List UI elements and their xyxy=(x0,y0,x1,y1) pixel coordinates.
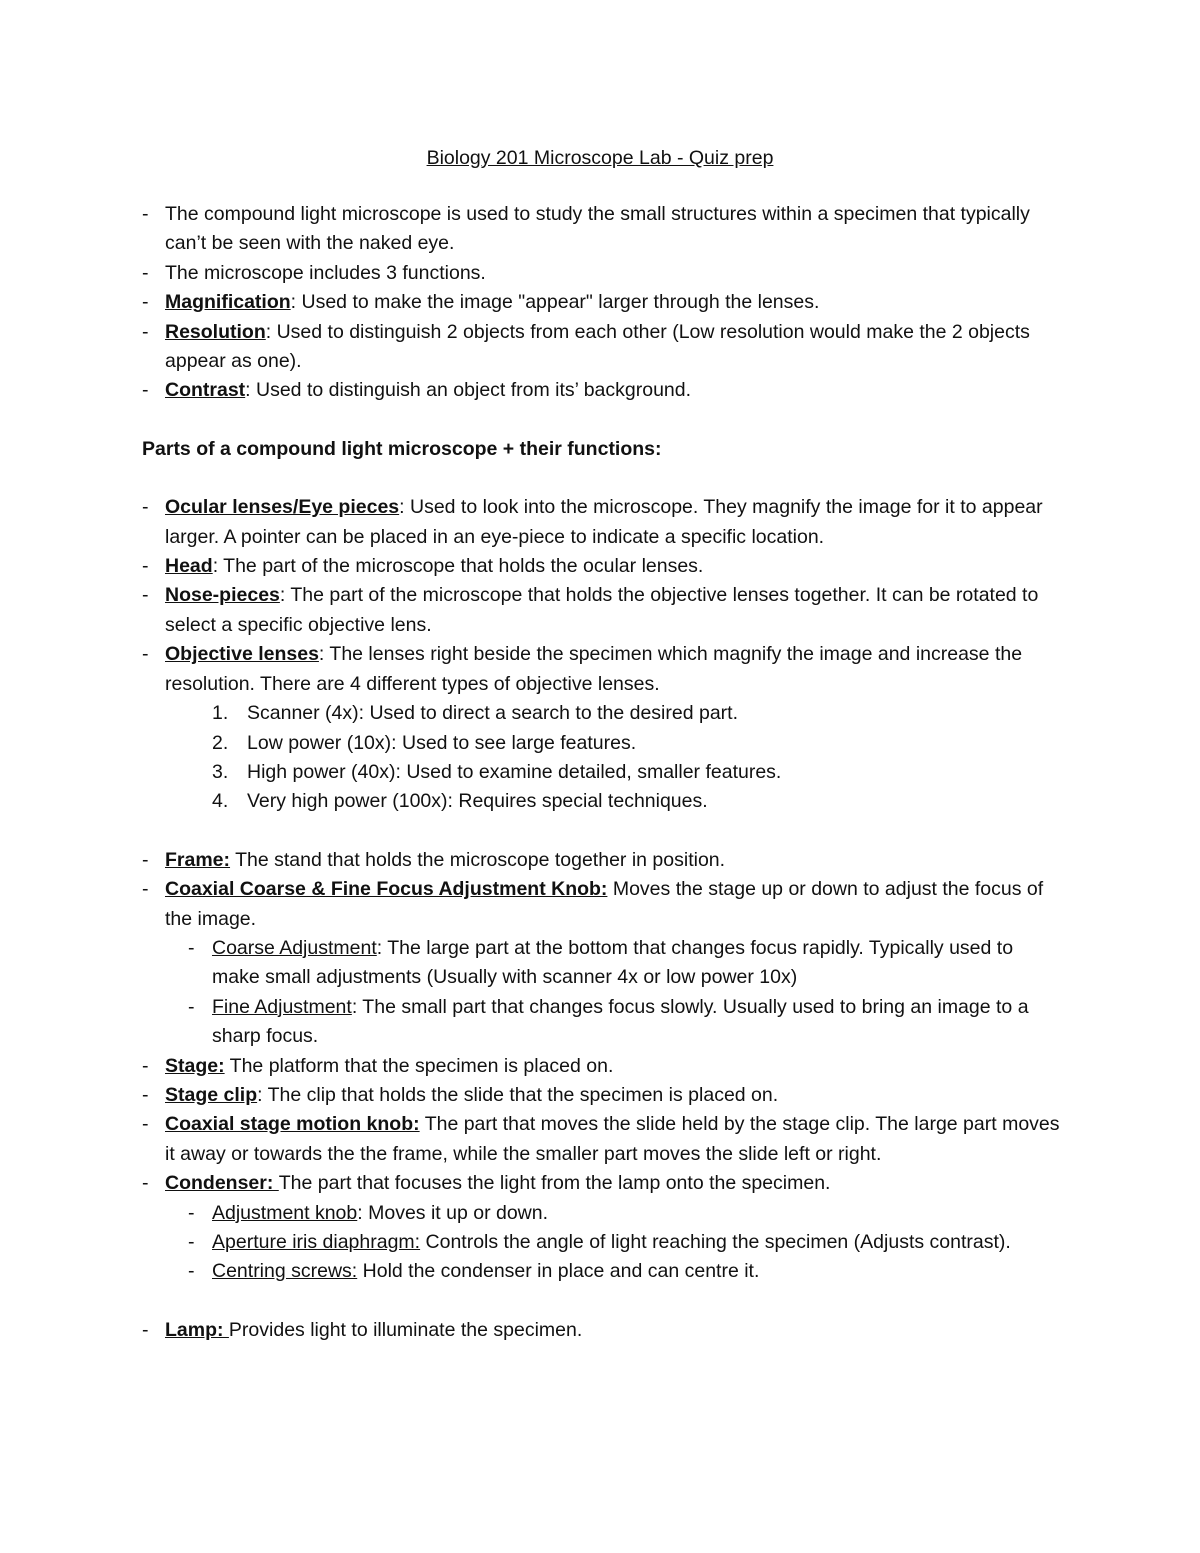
list-item: - The compound light microscope is used to study the small structures within a specimen that typically can’t be seen with the naked eye. xyxy=(142,200,1062,259)
term: Ocular lenses/Eye pieces xyxy=(165,496,400,519)
sub-list-item: - Adjustment knob: Moves it up or down. xyxy=(142,1199,1062,1228)
list-item: - Magnification: Used to make the image "appear" larger through the lenses. xyxy=(142,288,1062,317)
term: Condenser: xyxy=(165,1172,279,1195)
term: Frame: xyxy=(165,848,231,871)
term: Stage clip xyxy=(165,1083,258,1106)
list-item: - Stage: The platform that the specimen is placed on. xyxy=(142,1052,1062,1081)
parts-list xyxy=(142,493,1062,1345)
list-item: - The microscope includes 3 functions. xyxy=(142,259,1062,288)
intro-list xyxy=(142,200,1062,406)
list-item: - Lamp: Provides light to illuminate the specimen. xyxy=(142,1316,1062,1345)
term: Centring screws: xyxy=(212,1260,358,1283)
term: Resolution xyxy=(165,320,266,343)
term: Coaxial stage motion knob: xyxy=(165,1113,420,1136)
spacer xyxy=(142,1287,1062,1316)
term: Stage: xyxy=(165,1054,225,1077)
document-body xyxy=(142,200,1062,1345)
term: Nose-pieces xyxy=(165,584,280,607)
term: Coarse Adjustment xyxy=(212,936,377,959)
list-item: - Objective lenses: The lenses right beside the specimen which magnify the image and increase the resolution. There are 4 different types of objective lenses. xyxy=(142,640,1062,699)
list-item: - Head: The part of the microscope that holds the ocular lenses. xyxy=(142,552,1062,581)
term: Coaxial Coarse & Fine Focus Adjustment Knob: xyxy=(165,878,608,901)
term: Fine Adjustment xyxy=(212,995,352,1018)
numbered-item: 2. Low power (10x): Used to see large features. xyxy=(212,731,637,754)
numbered-item: 3. High power (40x): Used to examine detailed, smaller features. xyxy=(212,760,782,783)
term: Lamp: xyxy=(165,1318,229,1341)
list-item: - Stage clip: The clip that holds the slide that the specimen is placed on. xyxy=(142,1081,1062,1110)
numbered-item: 4. Very high power (100x): Requires special techniques. xyxy=(212,790,708,813)
term: Contrast xyxy=(165,379,246,402)
list-item: - Coaxial stage motion knob: The part that moves the slide held by the stage clip. The large part moves it away or towards the the frame, while the smaller part moves the slide left or right. xyxy=(142,1110,1062,1169)
list-item: - Resolution: Used to distinguish 2 objects from each other (Low resolution would make the 2 objects appear as one). xyxy=(142,318,1062,377)
page-title: Biology 201 Microscope Lab - Quiz prep xyxy=(426,147,774,169)
term: Objective lenses xyxy=(165,643,319,666)
list-item: - Coaxial Coarse & Fine Focus Adjustment Knob: Moves the stage up or down to adjust the focus of the image. xyxy=(142,875,1062,934)
spacer xyxy=(142,817,1062,846)
sub-list-item: - Fine Adjustment: The small part that changes focus slowly. Usually used to bring an image to a sharp focus. xyxy=(142,993,1062,1052)
list-item: - Ocular lenses/Eye pieces: Used to look into the microscope. They magnify the image for it to appear larger. A pointer can be placed in an eye-piece to indicate a specific location. xyxy=(142,493,1062,552)
sub-list-item: - Centring screws: Hold the condenser in place and can centre it. xyxy=(142,1257,1062,1286)
sub-list-item: - Coarse Adjustment: The large part at the bottom that changes focus rapidly. Typically used to make small adjustments (Usually with scanner 4x or low power 10x) xyxy=(142,934,1062,993)
list-item: - Nose-pieces: The part of the microscope that holds the objective lenses together. It can be rotated to select a specific objective lens. xyxy=(142,581,1062,640)
term: Aperture iris diaphragm: xyxy=(212,1231,421,1253)
section-heading: Parts of a compound light microscope + their functions: xyxy=(142,437,662,460)
term: Head xyxy=(165,555,213,578)
list-item: - Frame: The stand that holds the microscope together in position. xyxy=(142,846,1062,875)
sub-list-item: - Aperture iris diaphragm: Controls the angle of light reaching the specimen (Adjusts contrast). xyxy=(142,1228,1062,1257)
numbered-item: 1. Scanner (4x): Used to direct a search to the desired part. xyxy=(212,702,738,725)
list-item: - Contrast: Used to distinguish an object from its’ background. xyxy=(142,376,1062,405)
list-item: - Condenser: The part that focuses the light from the lamp onto the specimen. xyxy=(142,1169,1062,1198)
term: Adjustment knob xyxy=(212,1201,358,1224)
term: Magnification xyxy=(165,291,291,314)
